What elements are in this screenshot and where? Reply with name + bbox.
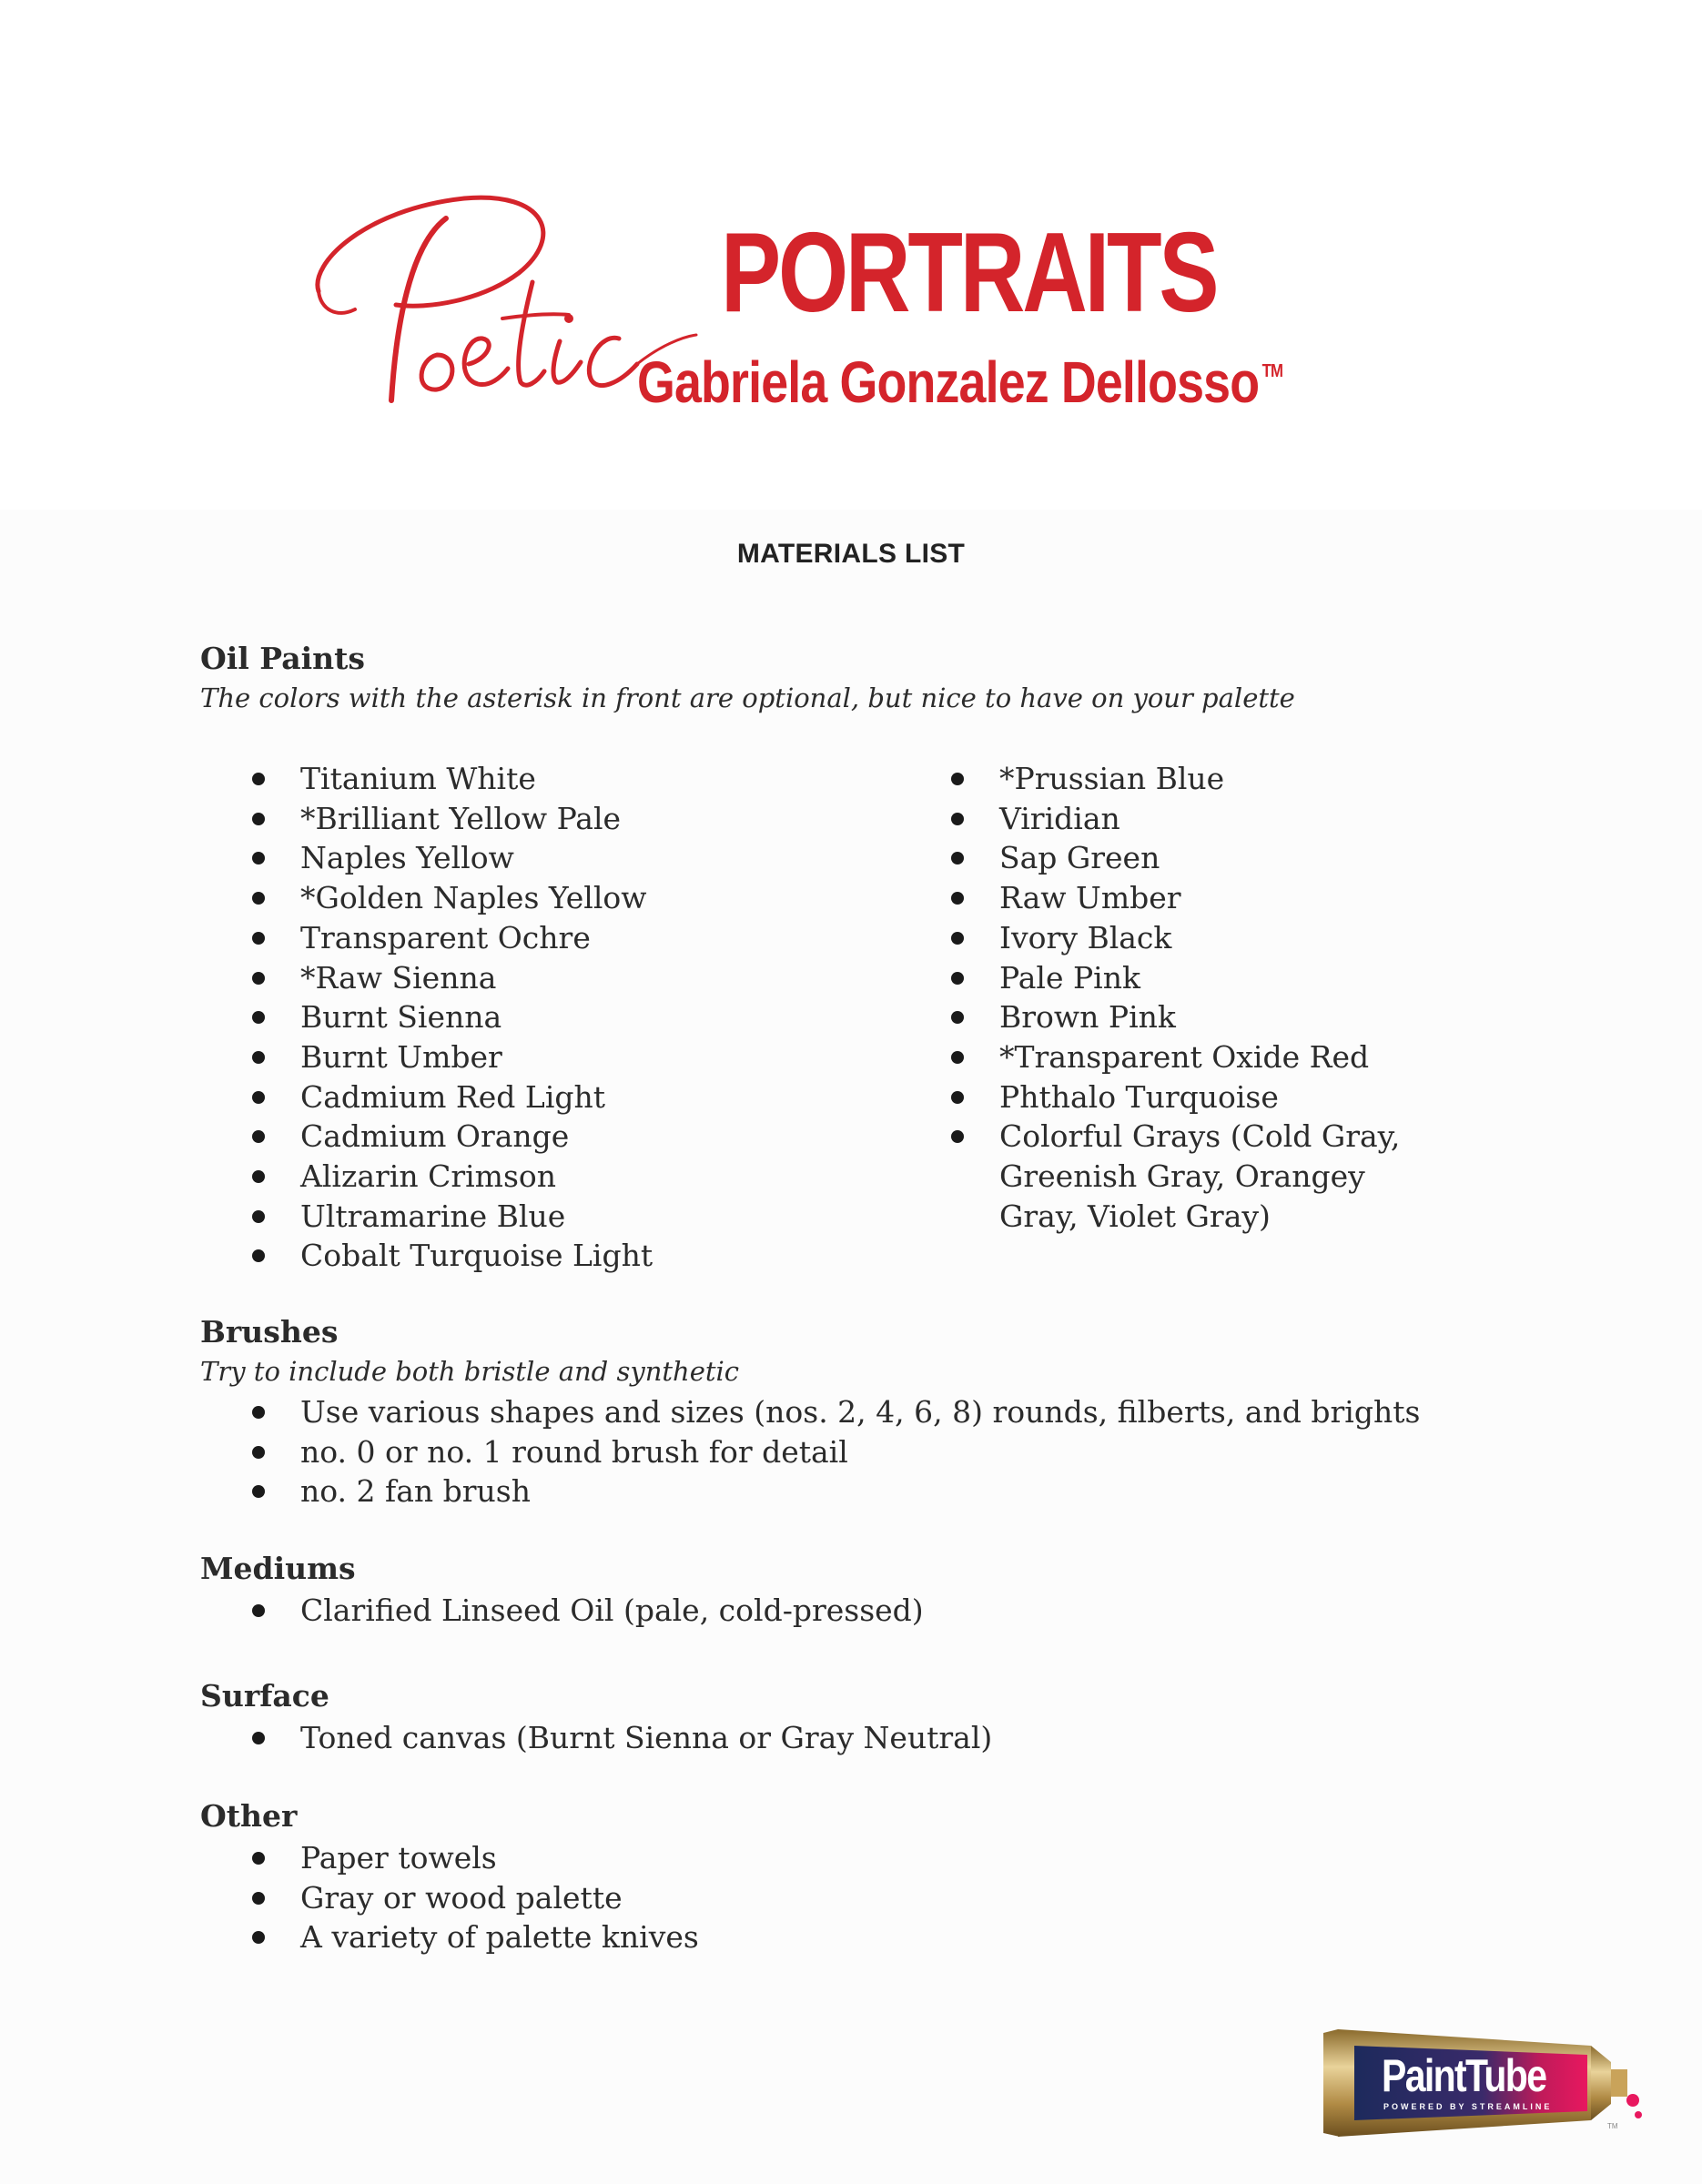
list-item-text: Alizarin Crimson [300, 1158, 556, 1195]
bullet-icon [951, 892, 964, 905]
other-heading: Other [200, 1798, 298, 1834]
bullet-icon [252, 1210, 265, 1223]
list-item-text: Paper towels [300, 1840, 497, 1876]
bullet-icon [252, 1406, 265, 1419]
bullet-icon [252, 1892, 265, 1905]
bullet-icon [252, 813, 265, 825]
list-item [899, 1077, 1427, 1117]
other-list [200, 1838, 699, 1957]
oil-paints-note: The colors with the asterisk in front are optional, but nice to have on your palette [200, 682, 1295, 713]
oil-paints-heading: Oil Paints [200, 641, 365, 676]
list-item [899, 918, 1427, 958]
painttube-tagline: POWERED BY STREAMLINE [1383, 2102, 1553, 2111]
bullet-icon [951, 1091, 964, 1104]
list-item [200, 799, 653, 839]
list-item-text: *Prussian Blue [999, 761, 1225, 796]
bullet-icon [951, 972, 964, 985]
list-item [200, 838, 653, 878]
list-item [899, 759, 1427, 799]
bullet-icon [951, 773, 964, 785]
bullet-icon [252, 932, 265, 945]
logo-artist-name-text: Gabriela Gonzalez Dellosso [637, 349, 1260, 415]
bullet-icon [252, 1732, 265, 1744]
painttube-logo [1318, 2026, 1646, 2140]
list-item [899, 997, 1427, 1037]
list-item [200, 1591, 924, 1631]
bullet-icon [951, 1130, 964, 1143]
list-item-text: Colorful Grays (Cold Gray, Greenish Gray, Orangey Gray, Violet Gray) [999, 1118, 1401, 1234]
bullet-icon [951, 813, 964, 825]
brushes-heading: Brushes [200, 1314, 339, 1350]
oil-paints-list-left [200, 759, 653, 1276]
list-item [200, 1037, 653, 1077]
bullet-icon [252, 852, 265, 864]
bullet-icon [252, 1091, 265, 1104]
mediums-heading: Mediums [200, 1551, 356, 1586]
list-item-text: *Transparent Oxide Red [999, 1038, 1370, 1075]
bullet-icon [252, 1852, 265, 1865]
list-item-text: Viridian [999, 800, 1120, 836]
list-item-text: Ultramarine Blue [300, 1198, 566, 1234]
list-item [899, 799, 1427, 839]
list-item-text: Transparent Ochre [300, 919, 591, 956]
bullet-icon [252, 1446, 265, 1459]
list-item [200, 1157, 653, 1197]
surface-list [200, 1718, 992, 1758]
bullet-icon [252, 1051, 265, 1064]
list-item-text: no. 0 or no. 1 round brush for detail [300, 1433, 848, 1470]
list-item [899, 1117, 1427, 1236]
bullet-icon [951, 852, 964, 864]
list-item-text: Titanium White [300, 761, 536, 796]
list-item-text: Ivory Black [999, 919, 1172, 956]
list-item-text: Burnt Sienna [300, 999, 502, 1036]
list-item-text: Use various shapes and sizes (nos. 2, 4, 6, 8) rounds, filberts, and brights [300, 1394, 1421, 1430]
list-item [200, 1718, 992, 1758]
list-item [899, 1037, 1427, 1077]
brushes-list [200, 1392, 1420, 1512]
list-item-text: Raw Umber [999, 880, 1181, 916]
list-item-text: no. 2 fan brush [300, 1473, 531, 1510]
list-item-text: Toned canvas (Burnt Sienna or Gray Neutral) [300, 1720, 993, 1755]
list-item [899, 838, 1427, 878]
logo-portraits-word: PORTRAITS [721, 210, 1217, 336]
list-item-text: *Raw Sienna [300, 959, 497, 996]
bullet-icon [252, 972, 265, 985]
list-item [200, 1077, 653, 1117]
list-item-text: Gray or wood palette [300, 1879, 623, 1916]
brushes-note: Try to include both bristle and synthetic [200, 1356, 740, 1387]
bullet-icon [252, 773, 265, 785]
bullet-icon [951, 1051, 964, 1064]
list-item [200, 1432, 1420, 1472]
list-item-text: Cadmium Red Light [300, 1078, 606, 1115]
list-item [899, 958, 1427, 998]
list-item [200, 1838, 699, 1878]
list-item-text: Burnt Umber [300, 1038, 502, 1075]
bullet-icon [252, 1130, 265, 1143]
logo-trademark: TM [1261, 361, 1283, 381]
bullet-icon [252, 1249, 265, 1262]
list-item-text: Cadmium Orange [300, 1118, 570, 1155]
logo-artist-name [637, 349, 1283, 415]
bullet-icon [951, 932, 964, 945]
list-item [200, 918, 653, 958]
painttube-trademark: TM [1607, 2122, 1618, 2130]
list-item-text: Cobalt Turquoise Light [300, 1238, 653, 1274]
list-item [200, 878, 653, 918]
list-item [200, 1392, 1420, 1432]
list-item [200, 1197, 653, 1237]
list-item [200, 759, 653, 799]
bullet-icon [252, 1170, 265, 1183]
painttube-brand-text: PaintTube [1382, 2050, 1546, 2101]
mediums-list [200, 1591, 924, 1631]
materials-list-title: MATERIALS LIST [736, 539, 966, 569]
list-item [200, 1236, 653, 1276]
list-item [200, 1878, 699, 1918]
bullet-icon [252, 1011, 265, 1024]
list-item [200, 1117, 653, 1157]
list-item-text: Brown Pink [999, 999, 1176, 1036]
bullet-icon [252, 1604, 265, 1617]
oil-paints-list-right [899, 759, 1427, 1236]
list-item [200, 1917, 699, 1957]
list-item-text: Phthalo Turquoise [999, 1078, 1279, 1115]
bullet-icon [252, 1485, 265, 1498]
list-item-text: Naples Yellow [300, 840, 514, 876]
surface-heading: Surface [200, 1678, 329, 1714]
list-item-text: Sap Green [999, 840, 1160, 876]
list-item-text: Pale Pink [999, 959, 1140, 996]
bullet-icon [951, 1011, 964, 1024]
list-item-text: *Brilliant Yellow Pale [300, 800, 622, 836]
list-item-text: Clarified Linseed Oil (pale, cold-pressed) [300, 1592, 924, 1628]
list-item [200, 958, 653, 998]
bullet-icon [252, 892, 265, 905]
list-item-text: A variety of palette knives [300, 1919, 699, 1956]
list-item-text: *Golden Naples Yellow [300, 880, 647, 916]
poetic-portraits-logo [309, 182, 1347, 428]
list-item [200, 1471, 1420, 1512]
bullet-icon [252, 1931, 265, 1944]
list-item [200, 997, 653, 1037]
list-item [899, 878, 1427, 918]
